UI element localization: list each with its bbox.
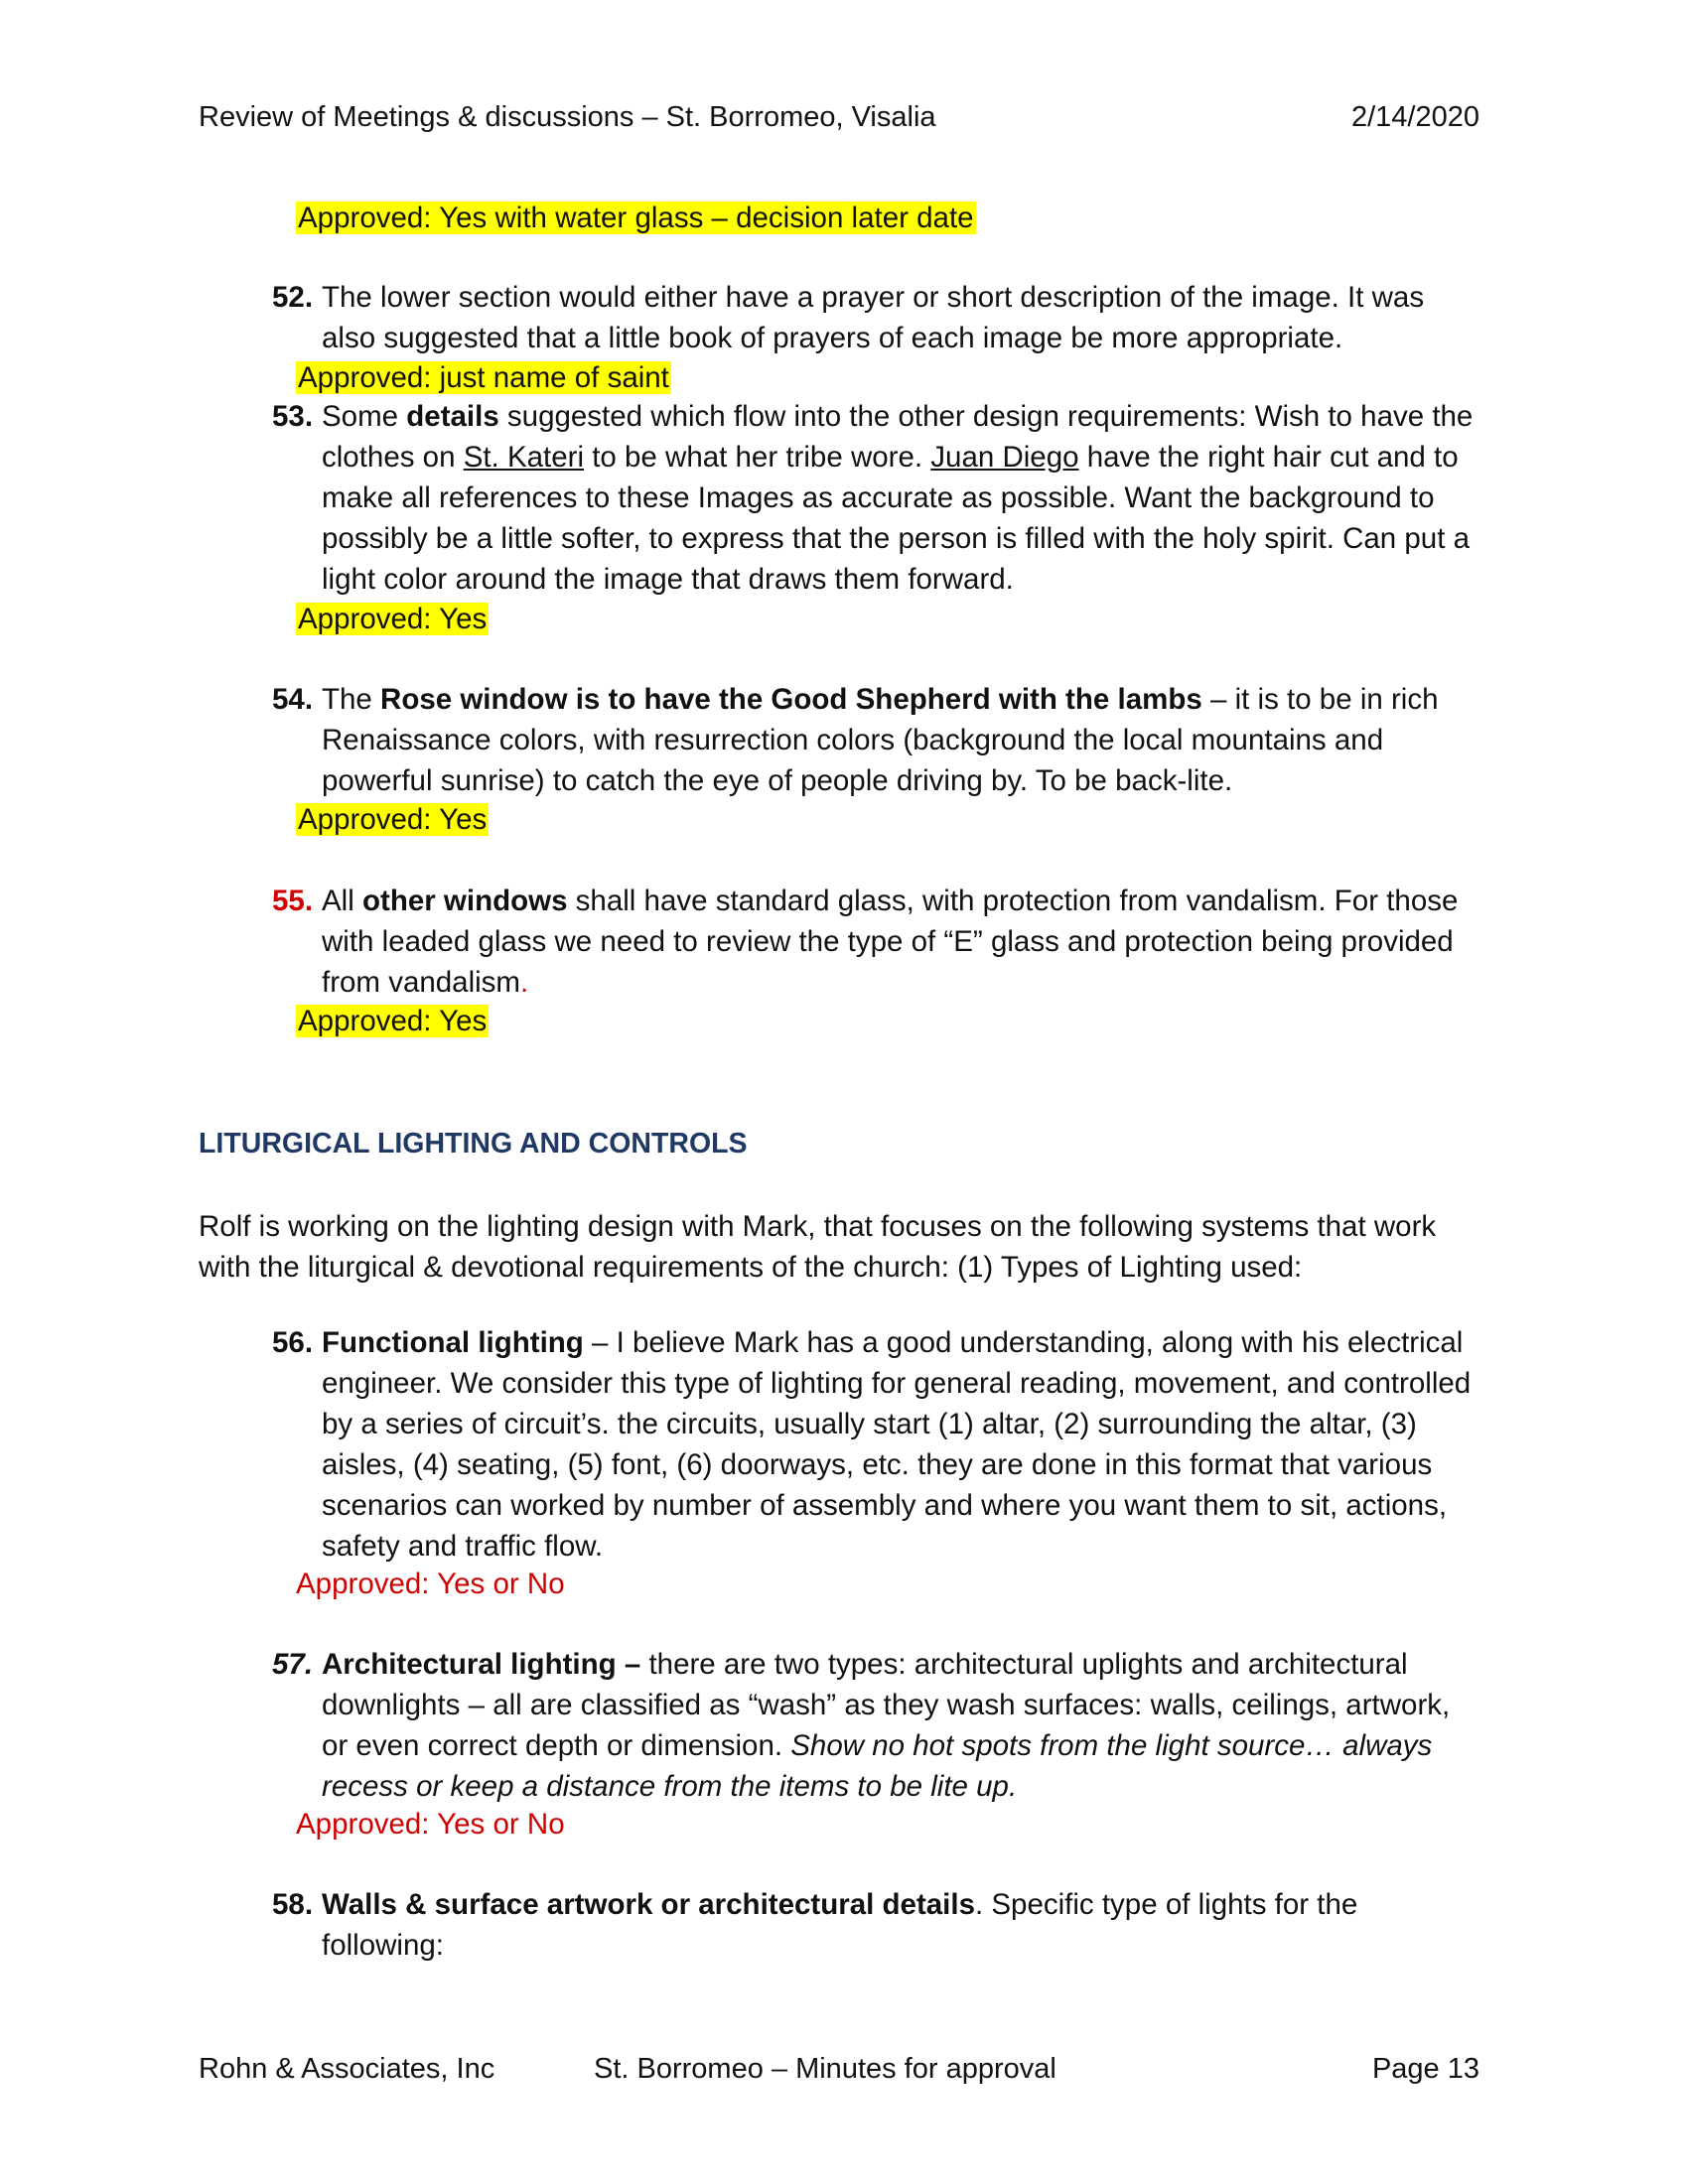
item-53-bold: details bbox=[406, 400, 499, 433]
item-number: 52. bbox=[272, 281, 314, 314]
item-57-text: there are two types: architectural uplights and architectural downlights – all are classified as “wash” as they wash surfaces: walls, ceilings, artwork, or even correct depth or dimension. bbox=[322, 1648, 1451, 1762]
item-52-text: The lower section would either have a prayer or short description of the image. It was also suggested that a little book of prayers of each image be more appropriate. bbox=[322, 281, 1425, 354]
footer-company: Rohn & Associates, Inc bbox=[199, 2053, 495, 2085]
item-58-text: . Specific type of lights for the following: bbox=[322, 1888, 1358, 1962]
item-55 bbox=[272, 881, 1483, 1003]
footer-center: St. Borromeo – Minutes for approval bbox=[594, 2053, 1056, 2085]
section-heading: LITURGICAL LIGHTING AND CONTROLS bbox=[199, 1128, 748, 1160]
item-55-bold: other windows bbox=[361, 885, 568, 917]
page-header bbox=[199, 101, 1479, 134]
item-57-bold: Architectural lighting – bbox=[322, 1648, 641, 1681]
footer-page-label: Page bbox=[1371, 2053, 1440, 2085]
approval-56: Approved: Yes or No bbox=[296, 1568, 565, 1600]
item-53-text-1: Some bbox=[322, 400, 407, 433]
item-56-text: – I believe Mark has a good understanding, along with his electrical engineer. We consider this type of lighting for general reading, movement, and controlled by a series of circuit’s. the circuits, usually start (1) altar, (2) surrounding the altar, (3) aisles, (4) seating, (5) font, (6) doorways, etc. they are done in this format that various scenarios can worked by number of assembly and where you want them to sit, actions, safety and traffic flow. bbox=[322, 1326, 1472, 1563]
item-text bbox=[322, 1884, 1483, 1966]
approval-51 bbox=[296, 201, 976, 236]
item-number: 55. bbox=[272, 885, 314, 917]
item-57 bbox=[272, 1644, 1483, 1807]
item-57-italic: Show no hot spots from the light source… always recess or keep a distance from the items to be lite up. bbox=[322, 1729, 1433, 1803]
header-title: Review of Meetings & discussions – St. Borromeo, Visalia bbox=[199, 101, 936, 133]
footer-page-number: 13 bbox=[1447, 2053, 1479, 2085]
item-number: 53. bbox=[272, 400, 314, 433]
item-55-text-2: shall have standard glass, with protection from vandalism. For those with leaded glass we need to review the type of “E” glass and protection being provided from vandalism bbox=[322, 885, 1459, 999]
approval-57: Approved: Yes or No bbox=[296, 1808, 565, 1841]
item-text bbox=[322, 679, 1483, 801]
item-text bbox=[322, 881, 1483, 1003]
item-53-text-4: have the right hair cut and to make all references to these Images as accurate as possible. Want the background to possibly be a little softer, to express that the person is filled with the holy spirit. Can put a light color around the image that draws them forward. bbox=[322, 441, 1471, 596]
item-53 bbox=[272, 396, 1483, 600]
approval-highlight: Approved: Yes with water glass – decision later date bbox=[298, 202, 974, 234]
item-text bbox=[322, 1322, 1483, 1567]
section-intro: Rolf is working on the lighting design with Mark, that focuses on the following systems that work with the liturgical & devotional requirements of the church: (1) Types of Lighting used: bbox=[199, 1210, 1437, 1284]
item-56 bbox=[272, 1322, 1483, 1567]
item-53-underline-juan-diego: Juan Diego bbox=[930, 441, 1079, 474]
item-54-bold: Rose window is to have the Good Shepherd with the lambs bbox=[380, 683, 1202, 716]
header-date: 2/14/2020 bbox=[1350, 101, 1479, 133]
footer-page bbox=[1372, 2053, 1479, 2086]
item-54-text-1: The bbox=[322, 683, 381, 716]
item-number: 54. bbox=[272, 683, 314, 716]
item-text bbox=[322, 1644, 1483, 1807]
approval-53 bbox=[296, 602, 489, 637]
approval-highlight: Approved: Yes bbox=[298, 803, 488, 836]
approval-highlight: Approved: Yes bbox=[298, 1005, 488, 1037]
item-number: 57. bbox=[272, 1648, 314, 1681]
approval-52 bbox=[296, 360, 671, 396]
item-56-bold: Functional lighting bbox=[322, 1326, 584, 1359]
item-number: 58. bbox=[272, 1888, 314, 1921]
item-55-text-1: All bbox=[322, 885, 362, 917]
item-58-bold: Walls & surface artwork or architectural details bbox=[322, 1888, 975, 1921]
item-54-text-2: – it is to be in rich Renaissance colors, with resurrection colors (background the local mountains and powerful sunrise) to catch the eye of people driving by. To be back-lite. bbox=[322, 683, 1439, 797]
item-53-text-3: to be what her tribe wore. bbox=[584, 441, 931, 474]
page-footer bbox=[199, 2053, 1479, 2086]
item-number: 56. bbox=[272, 1326, 314, 1359]
item-text bbox=[322, 396, 1483, 600]
item-53-underline-kateri: St. Kateri bbox=[463, 441, 585, 474]
approval-highlight: Approved: just name of saint bbox=[298, 361, 669, 394]
item-58 bbox=[272, 1884, 1483, 1966]
item-text bbox=[322, 277, 1483, 358]
approval-highlight: Approved: Yes bbox=[298, 603, 488, 635]
item-53-text-2: suggested which flow into the other design requirements: Wish to have the clothes on bbox=[322, 400, 1474, 474]
approval-54 bbox=[296, 802, 489, 838]
item-52 bbox=[272, 277, 1483, 358]
approval-55 bbox=[296, 1004, 489, 1039]
item-55-red-period: . bbox=[520, 966, 529, 999]
item-54 bbox=[272, 679, 1483, 801]
